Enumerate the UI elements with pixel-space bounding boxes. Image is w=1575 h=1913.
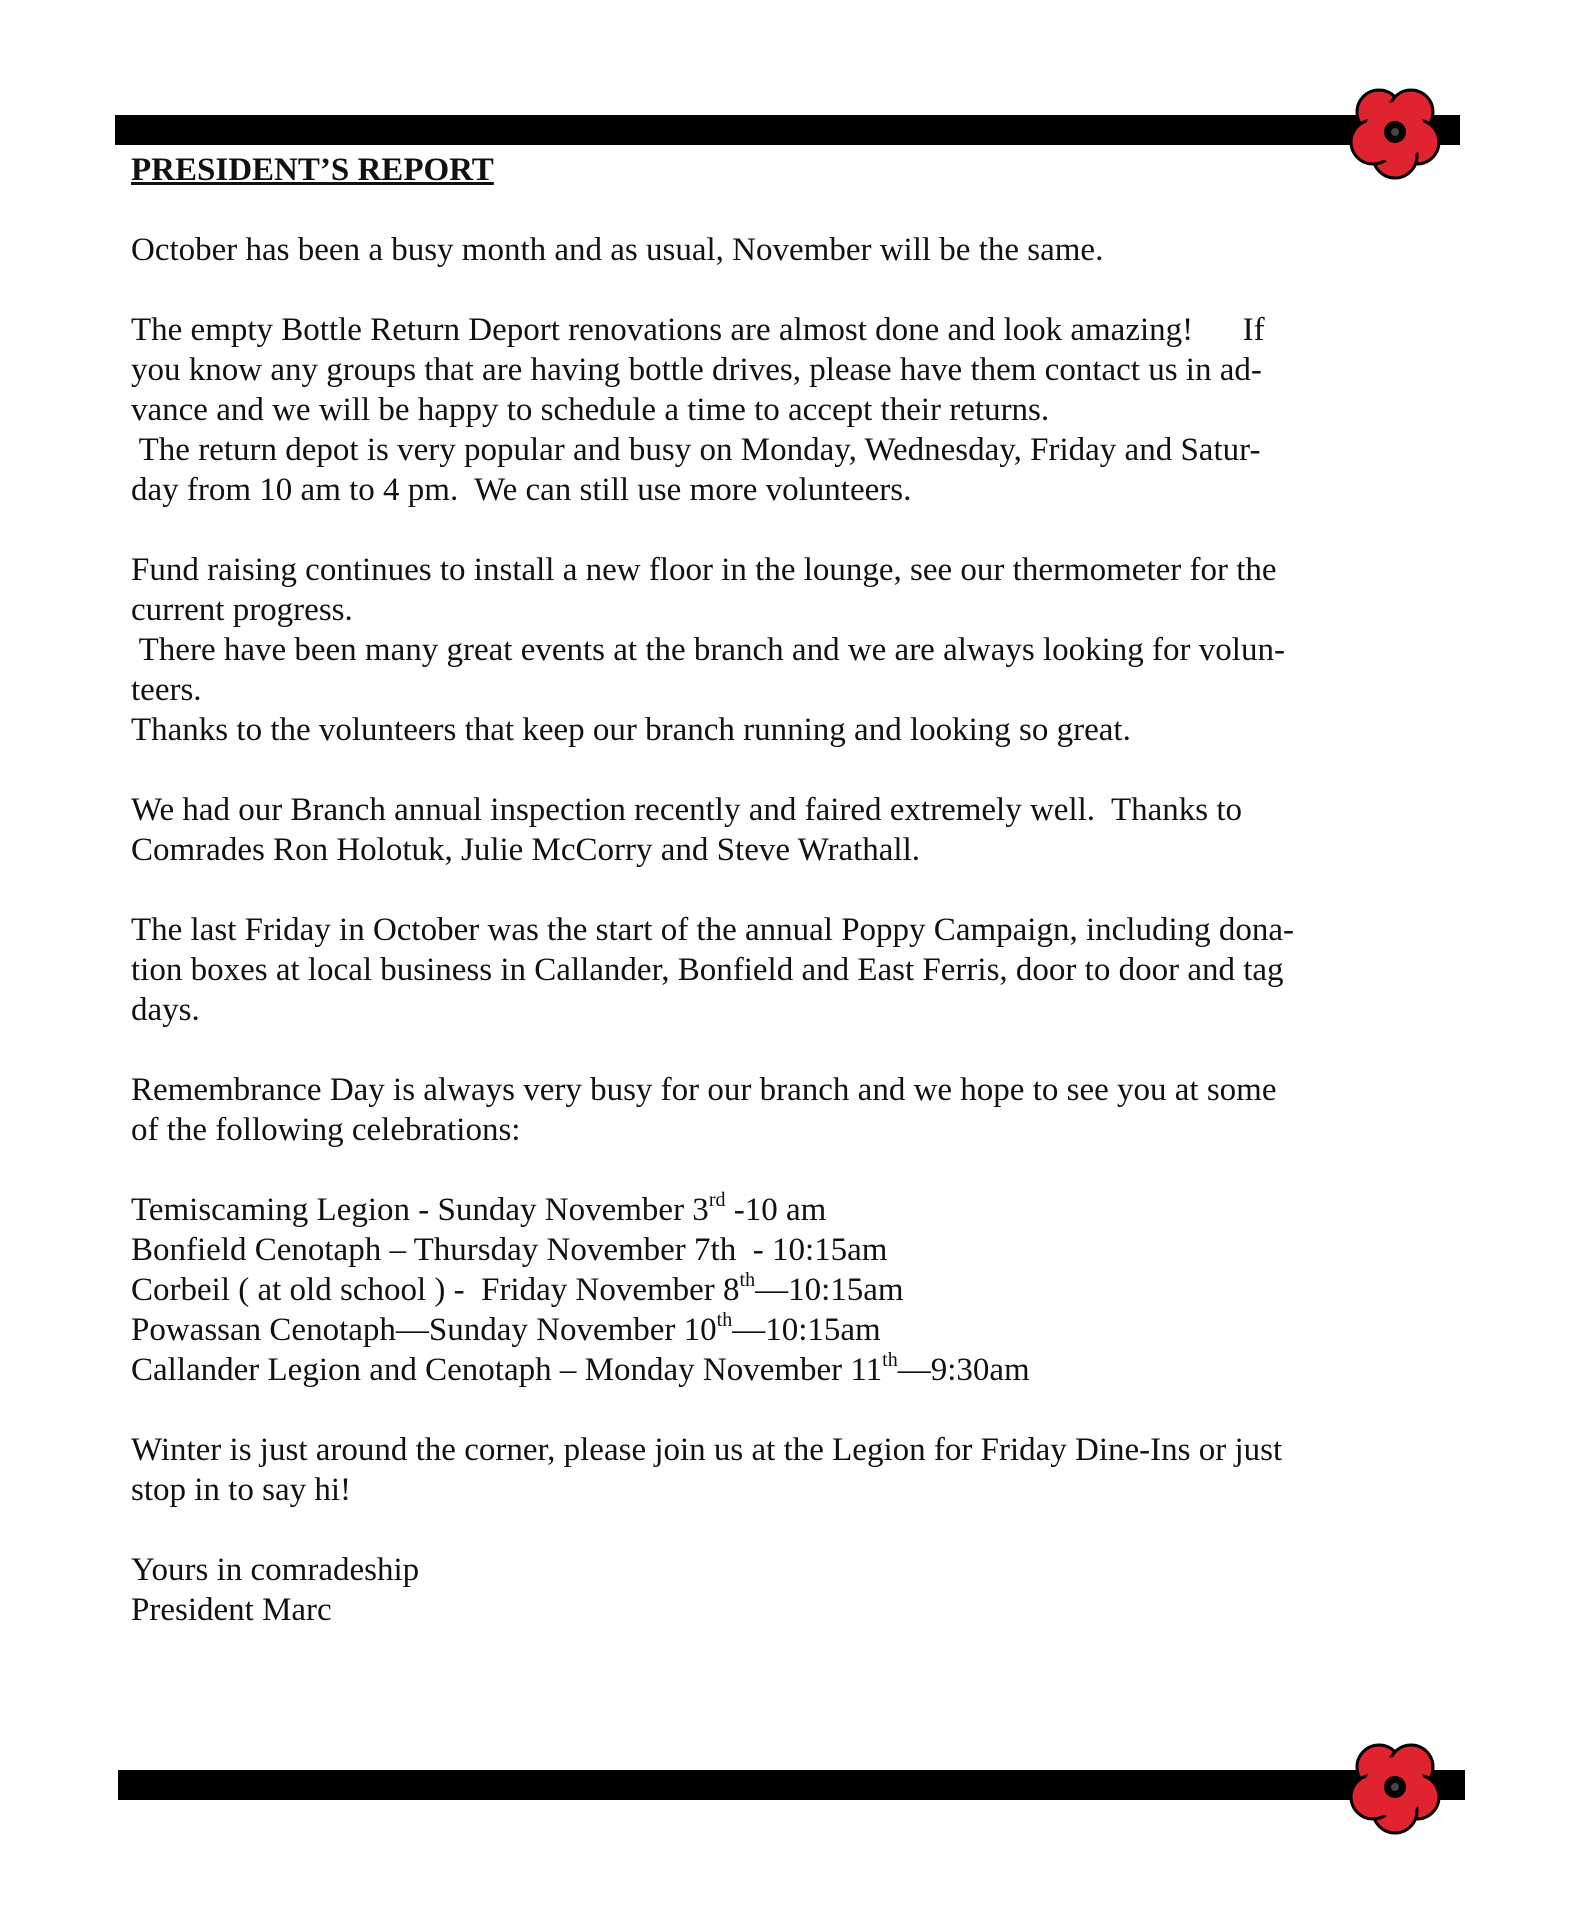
event-time: —9:30am <box>897 1352 1030 1388</box>
text-line: Comrades Ron Holotuk, Julie McCorry and Steve Wrathall. <box>131 832 921 868</box>
event-text: Powassan Cenotaph—Sunday November 10 <box>131 1312 717 1348</box>
text-line: current progress. <box>131 592 353 628</box>
event-item <box>131 1270 1451 1310</box>
closing-line: Yours in comradeship <box>131 1552 420 1588</box>
paragraph-fundraising <box>131 550 1451 750</box>
top-rule <box>115 115 1460 145</box>
event-ordinal: rd <box>708 1189 726 1211</box>
text-line: October has been a busy month and as usual, November will be the same. <box>131 232 1104 268</box>
event-ordinal: th <box>716 1309 733 1331</box>
report-title: PRESIDENT’S REPORT <box>131 152 494 188</box>
text-line: Remembrance Day is always very busy for our branch and we hope to see you at some <box>131 1072 1277 1108</box>
event-list <box>131 1190 1451 1390</box>
text-line: Thanks to the volunteers that keep our branch running and looking so great. <box>131 712 1131 748</box>
event-text: Callander Legion and Cenotaph – Monday November 11 <box>131 1352 883 1388</box>
text-line: The last Friday in October was the start of the annual Poppy Campaign, including dona- <box>131 912 1294 948</box>
paragraph-winter <box>131 1430 1451 1510</box>
closing-signature <box>131 1550 1451 1630</box>
event-item: Bonfield Cenotaph – Thursday November 7th - 10:15am <box>131 1232 888 1268</box>
paragraph-poppy-campaign <box>131 910 1451 1030</box>
paragraph-bottle-depot <box>131 310 1451 510</box>
event-ordinal: th <box>882 1349 898 1371</box>
event-ordinal: th <box>739 1269 756 1291</box>
text-line: vance and we will be happy to schedule a time to accept their returns. <box>131 392 1050 428</box>
poppy-icon <box>1345 1735 1445 1835</box>
text-line: Winter is just around the corner, please join us at the Legion for Friday Dine-Ins or just <box>131 1432 1283 1468</box>
paragraph-inspection <box>131 790 1451 870</box>
text-line: of the following celebrations: <box>131 1112 521 1148</box>
paragraph-remembrance <box>131 1070 1451 1150</box>
event-time: —10:15am <box>732 1312 881 1348</box>
event-text: Temiscaming Legion - Sunday November 3 <box>131 1192 709 1228</box>
text-line: tion boxes at local business in Callander, Bonfield and East Ferris, door to door and tag <box>131 952 1284 988</box>
text-line: There have been many great events at the branch and we are always looking for volun- <box>131 632 1285 668</box>
bottom-rule <box>118 1770 1465 1800</box>
signature-name: President Marc <box>131 1592 332 1628</box>
event-text: Corbeil ( at old school ) - Friday November 8 <box>131 1272 740 1308</box>
text-line: days. <box>131 992 200 1028</box>
text-line: The return depot is very popular and busy on Monday, Wednesday, Friday and Satur- <box>131 432 1261 468</box>
event-item <box>131 1350 1451 1390</box>
event-time: -10 am <box>725 1192 827 1228</box>
event-item <box>131 1190 1451 1230</box>
event-time: —10:15am <box>755 1272 904 1308</box>
text-line: you know any groups that are having bottle drives, please have them contact us in ad- <box>131 352 1262 388</box>
text-line: We had our Branch annual inspection recently and faired extremely well. Thanks to <box>131 792 1243 828</box>
event-item <box>131 1310 1451 1350</box>
report-body <box>131 150 1451 1670</box>
text-line: stop in to say hi! <box>131 1472 351 1508</box>
text-line: teers. <box>131 672 202 708</box>
text-line: day from 10 am to 4 pm. We can still use more volunteers. <box>131 472 912 508</box>
text-line: The empty Bottle Return Deport renovations are almost done and look amazing! If <box>131 312 1265 348</box>
text-line: Fund raising continues to install a new floor in the lounge, see our thermometer for the <box>131 552 1277 588</box>
paragraph-intro <box>131 230 1451 270</box>
